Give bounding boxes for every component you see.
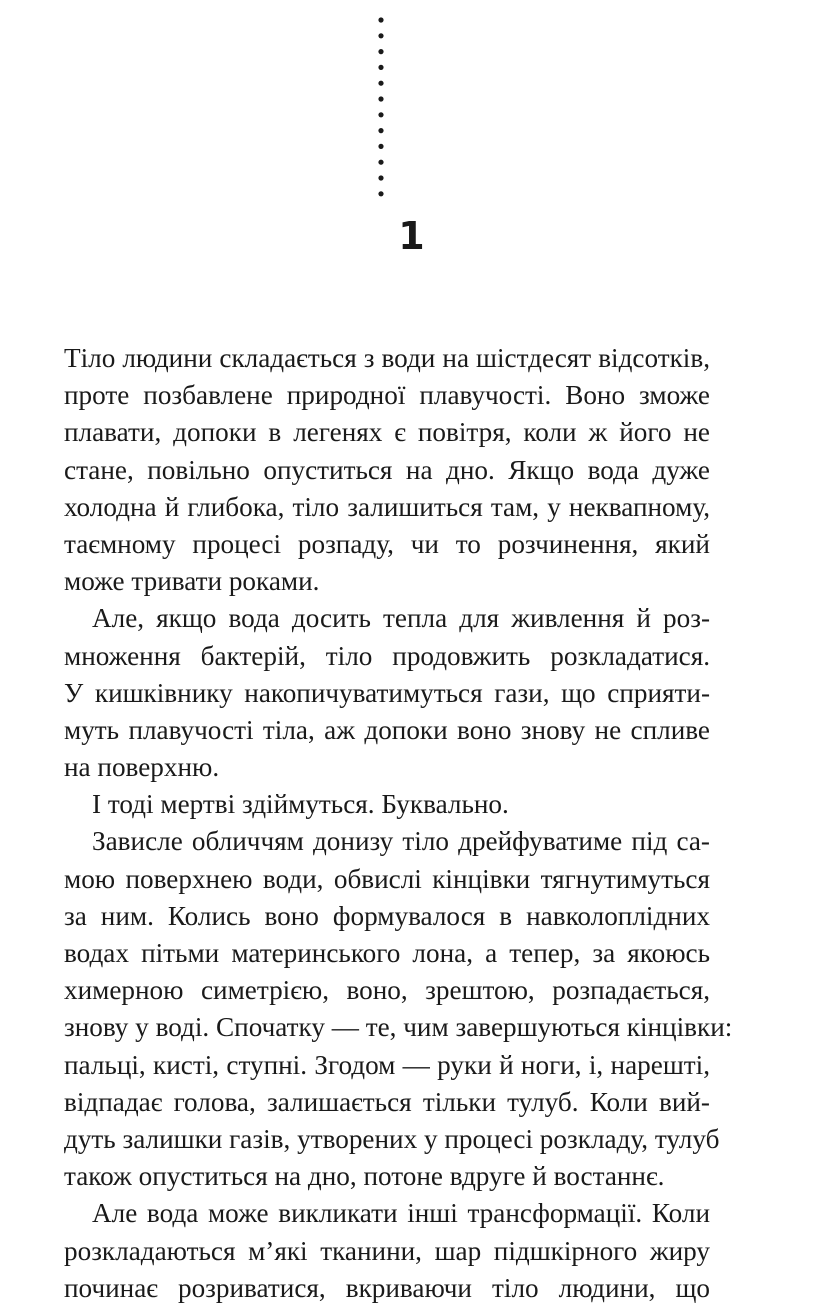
paragraph (64, 786, 710, 823)
ornament-dot (378, 49, 383, 54)
ornament-dot (378, 96, 383, 101)
ornament-dot (378, 65, 383, 70)
ornament-dot (378, 17, 383, 22)
text-line: таємному процесі розпаду, чи то розчинення, який (64, 528, 710, 559)
text-line: починає розриватися, вкриваючи тіло людини, що (64, 1272, 710, 1303)
text-line: пальці, кисті, ступні. Згодом — руки й ноги, і, нарешті, (64, 1049, 710, 1080)
text-line: І тоді мертві здіймуться. Буквально. (92, 789, 509, 820)
dotted-ornament-graphic (375, 14, 387, 200)
text-line: стане, повільно опуститься на дно. Якщо вода дуже (64, 454, 710, 485)
ornament-dot (378, 128, 383, 133)
text-line: мою поверхнею води, обвислі кінцівки тягнутимуться (64, 863, 710, 894)
paragraph (64, 1195, 710, 1307)
paragraph (64, 823, 733, 1195)
ornament-dot (378, 144, 383, 149)
ornament-dot (378, 112, 383, 117)
text-line: водах пітьми материнського лона, а тепер, за якоюсь (64, 938, 710, 968)
text-line: відпадає голова, залишається тільки тулуб. Коли вий- (64, 1086, 710, 1117)
text-line: холодна й глибока, тіло залишиться там, у неквапному, (64, 491, 710, 522)
text-line: проте позбавлене природної плавучості. Воно зможе (64, 380, 710, 411)
text-line: муть плавучості тіла, аж допоки воно знову не спливе (64, 714, 710, 745)
text-line: знову у воді. Спочатку — те, чим завершуються кінцівки: (64, 1012, 733, 1043)
text-line: розкладаються м’які тканини, шар підшкірного жиру (64, 1235, 710, 1266)
ornament-dot (378, 160, 383, 165)
text-line: також опуститься на дно, потоне вдруге й востаннє. (64, 1161, 665, 1192)
dotted-ornament (375, 14, 387, 200)
text-line: У кишківнику накопичуватимуться гази, що сприяти- (64, 677, 710, 708)
text-line: Але, якщо вода досить тепла для живлення й роз- (92, 603, 710, 634)
text-line: дуть залишки газів, утворених у процесі розкладу, тулуб (64, 1123, 720, 1154)
text-line: плавати, допоки в легенях є повітря, коли ж його не (64, 417, 710, 448)
chapter-text (64, 340, 733, 1307)
ornament-dot (378, 175, 383, 180)
text-line: химерною симетрією, воно, зрештою, розпадається, (64, 975, 710, 1006)
text-line: множення бактерій, тіло продовжить розкладатися. (64, 640, 710, 671)
text-line: за ним. Колись воно формувалося в навколоплідних (64, 900, 710, 931)
paragraph (64, 600, 710, 786)
text-line: Тіло людини складається з води на шістдесят відсотків, (64, 343, 710, 373)
ornament-dot (378, 33, 383, 38)
paragraph (64, 340, 710, 600)
text-line: Але вода може викликати інші трансформації. Коли (92, 1198, 710, 1229)
text-line: Зависле обличчям донизу тіло дрейфуватиме під са- (92, 826, 710, 857)
chapter-number: 1 (398, 214, 425, 258)
ornament-dot (378, 191, 383, 196)
text-line: на поверхню. (64, 752, 220, 783)
ornament-dot (378, 81, 383, 86)
text-line: може тривати роками. (64, 566, 320, 597)
